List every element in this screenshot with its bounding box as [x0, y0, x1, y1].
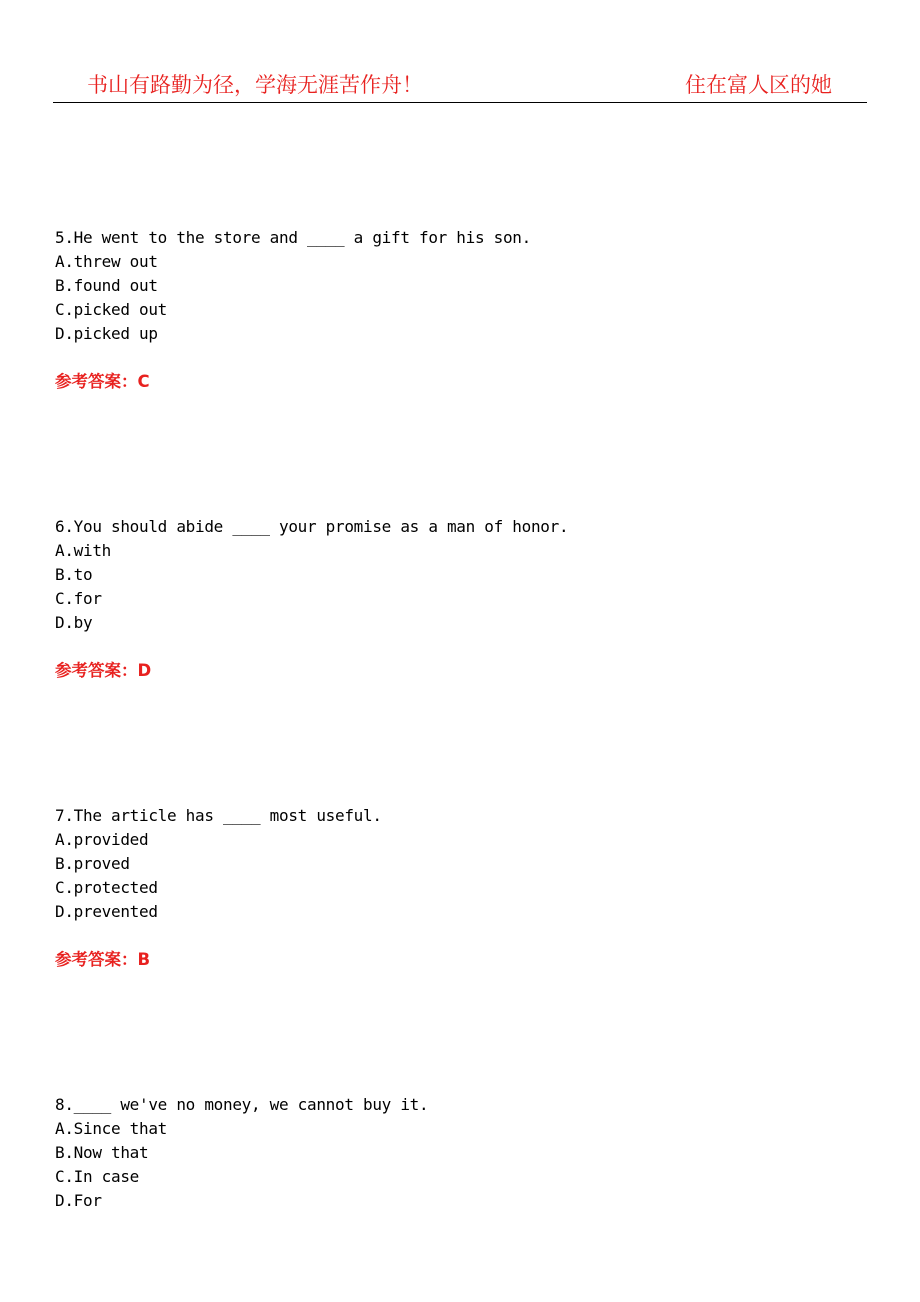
option-d: D.by: [55, 613, 93, 632]
reference-answer: 参考答案：B: [55, 950, 151, 969]
option-d: D.picked up: [55, 324, 158, 343]
option-b: B.to: [55, 565, 93, 584]
option-b: B.proved: [55, 854, 130, 873]
reference-answer: 参考答案：D: [55, 661, 152, 680]
question-stem: 6.You should abide ____ your promise as a man of honor.: [55, 517, 569, 536]
option-b: B.found out: [55, 276, 158, 295]
option-c: C.protected: [55, 878, 158, 897]
option-a: A.with: [55, 541, 111, 560]
option-d: D.For: [55, 1191, 102, 1210]
option-b: B.Now that: [55, 1143, 149, 1162]
question-8: [55, 1093, 895, 1213]
question-stem: 8.____ we've no money, we cannot buy it.: [55, 1095, 429, 1114]
header-divider: [53, 102, 867, 103]
option-c: C.In case: [55, 1167, 139, 1186]
option-c: C.picked out: [55, 300, 167, 319]
page-header: [0, 0, 920, 105]
option-c: C.for: [55, 589, 102, 608]
reference-answer: 参考答案：C: [55, 372, 150, 391]
header-slogan: 住在富人区的她: [685, 73, 832, 97]
question-7: [55, 804, 895, 972]
option-a: A.threw out: [55, 252, 158, 271]
question-stem: 7.The article has ____ most useful.: [55, 806, 382, 825]
header-motto: 书山有路勤为径，学海无涯苦作舟！: [87, 73, 423, 97]
option-a: A.Since that: [55, 1119, 167, 1138]
option-a: A.provided: [55, 830, 149, 849]
question-stem: 5.He went to the store and ____ a gift for his son.: [55, 228, 531, 247]
question-6: [55, 515, 895, 683]
option-d: D.prevented: [55, 902, 158, 921]
question-5: [55, 226, 895, 394]
